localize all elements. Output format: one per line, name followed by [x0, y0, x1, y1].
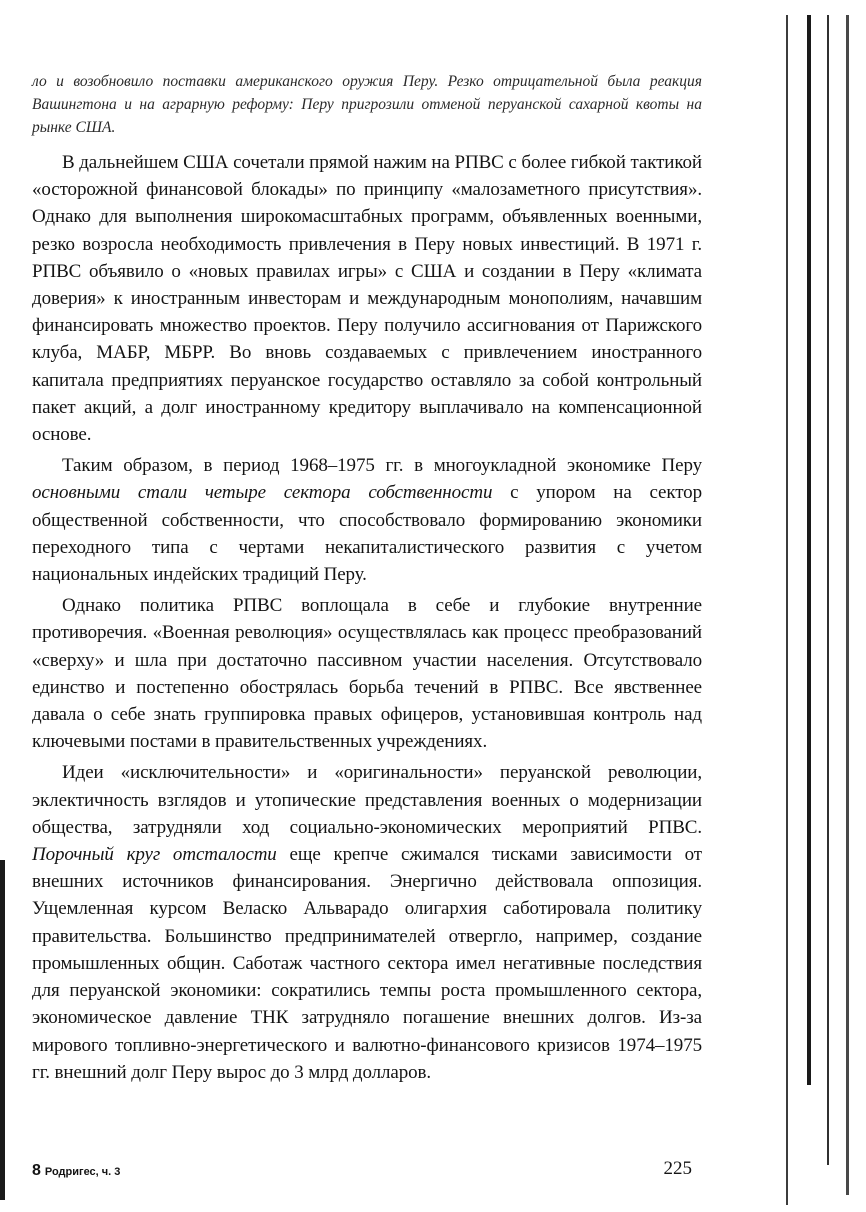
page-text: [32, 70, 702, 1090]
printer-signature: [32, 1162, 120, 1180]
page-footer: [32, 1158, 692, 1184]
paragraph-vicious-circle: [32, 759, 702, 1085]
binding-shadow: [0, 860, 5, 1200]
paragraph-us-policy: В дальнейшем США сочетали прямой нажим на РПВС с более гибкой тактикой «осторожной финансовой блокады» по принципу «малозаметного присутствия». Однако для выполнения широкомасштабных программ, объявленных военными, резко возросла необходимость привлечения в Перу новых инвестиций. В 1971 г. РПВС объявило о «новых правилах игры» с США и создании в Перу «климата доверия» к иностранным инвесторам и международным монополиям, начавшим финансировать множество проектов. Перу получило ассигнования от Парижского клуба, МАБР, МБРР. Во вновь создаваемых с привлечением иностранного капитала предприятиях перуанское государство оставляло за собой контрольный пакет акций, а долг иностранному кредитору выплачивало на компенсационной основе.: [32, 152, 702, 446]
emphasis-text: основными стали четыре сектора собственности: [32, 482, 493, 504]
page-edge-line: [807, 15, 811, 1085]
signature-number: 8: [32, 1162, 41, 1179]
signature-text: Родригес, ч. 3: [44, 1166, 121, 1178]
paragraph-text: еще крепче сжимался тисками зависимости от внешних источников финансирования. Энергично действовала оппозиция. Ущемленная курсом Веласко Альварадо олигархия саботировала политику правительства. Большинство предпринимателей отвергло, например, создание промышленных общин. Саботаж частного сектора имел негативные последствия для перуанской экономики: сократились темпы роста промышленного сектора, экономическое давление ТНК затрудняло погашение внешних долгов. Из-за мирового топливно-энергетического и валютно-финансового кризисов 1974–1975 гг. внешний долг Перу вырос до 3 млрд долларов.: [32, 844, 703, 1083]
emphasis-text: Порочный круг отсталости: [32, 844, 277, 866]
page-edge-line: [827, 15, 829, 1165]
paragraph-text: Таким образом, в период 1968–1975 гг. в многоукладной экономике Перу: [62, 455, 702, 477]
intro-paragraph: ло и возобновило поставки американского оружия Перу. Резко отрицательной была реакция Вашингтона и на аграрную реформу: Перу пригрозили отменой перуанской сахарной квоты на рынке США.: [32, 73, 702, 136]
page-edge-line: [846, 15, 849, 1195]
page-edge-line: [786, 15, 788, 1205]
paragraph-contradictions: Однако политика РПВС воплощала в себе и глубокие внутренние противоречия. «Военная революция» осуществлялась как процесс преобразований «сверху» и шла при достаточно пассивном участии населения. Отсутствовало единство и постепенно обострялась борьба течений в РПВС. Все явственнее давала о себе знать группировка правых офицеров, установившая контроль над ключевыми постами в правительственных учреждениях.: [32, 595, 702, 753]
paragraph-text: Идеи «исключительности» и «оригинальности» перуанской революции, эклектичность взглядов и утопические представления военных о модернизации общества, затрудняли ход социально-экономических мероприятий РПВС.: [32, 762, 702, 838]
paragraph-economy-sectors: [32, 452, 702, 588]
page-number: 225: [663, 1158, 692, 1179]
paragraph-text: с упором на сектор общественной собственности, что способствовало формированию экономики переходного типа с чертами некапиталистического развития с учетом национальных индейских традиций Перу.: [32, 482, 702, 586]
